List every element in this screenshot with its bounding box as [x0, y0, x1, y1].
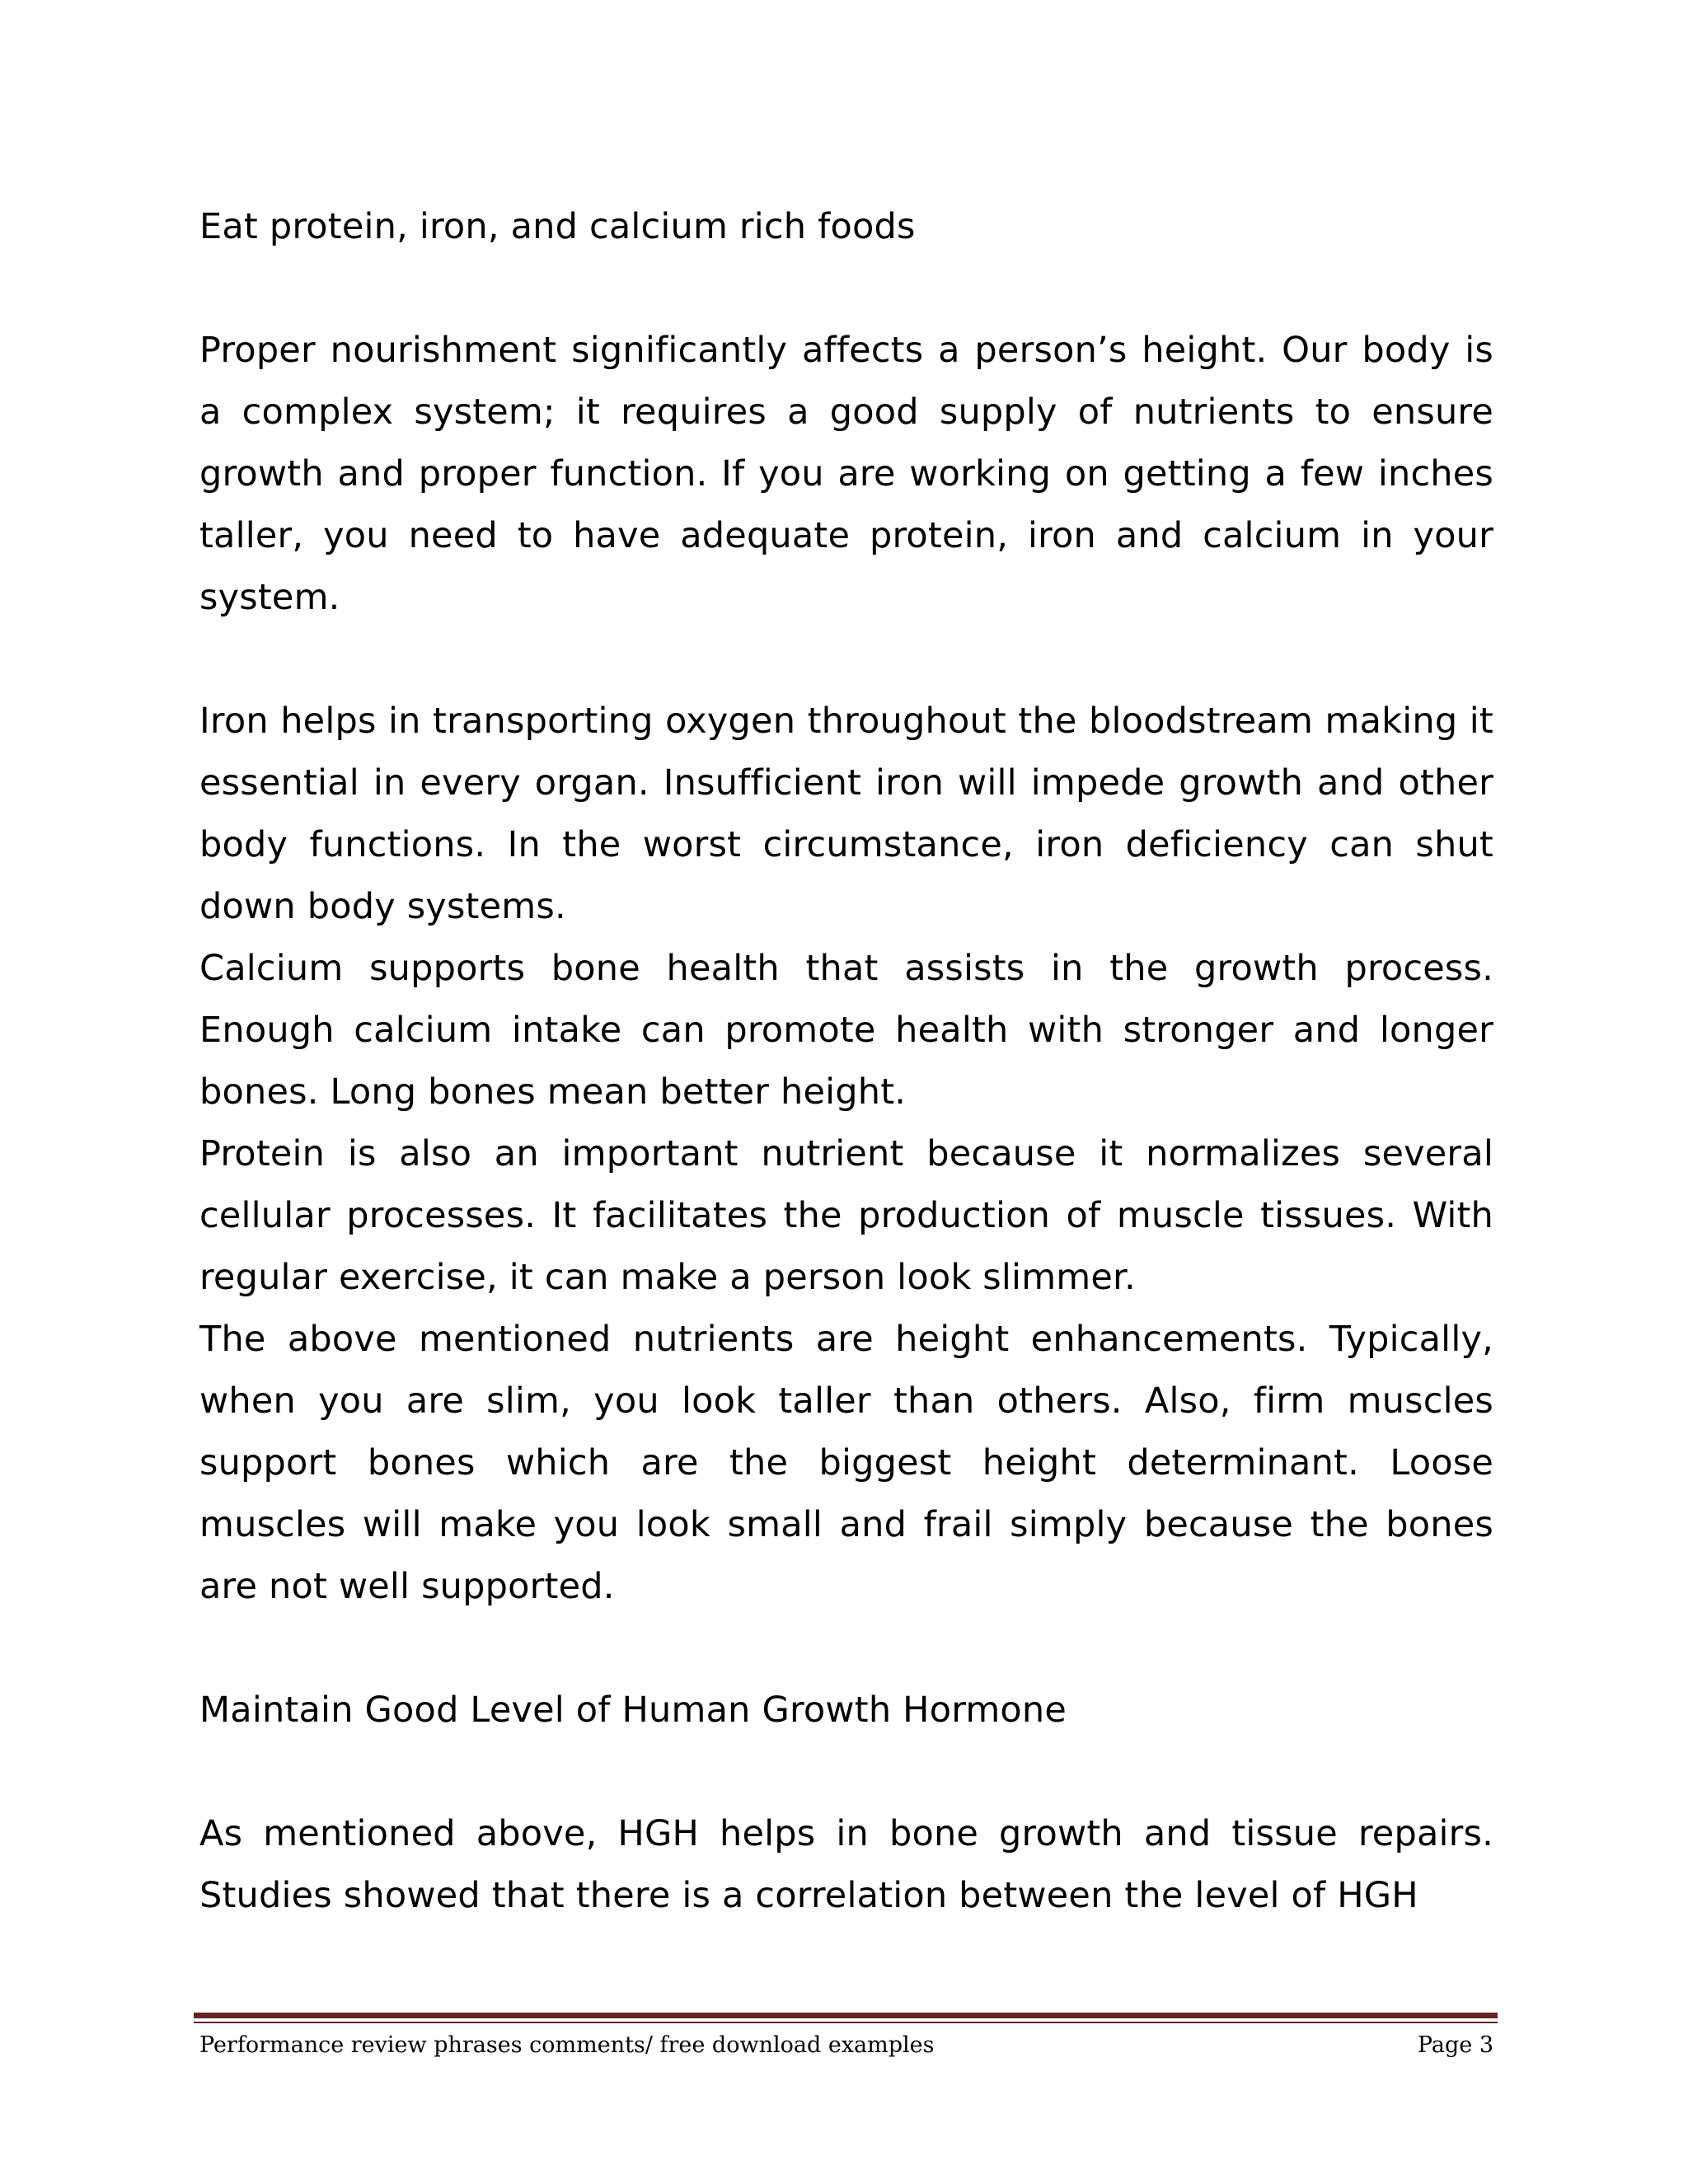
paragraph-spacer — [199, 629, 1493, 691]
paragraph-spacer — [199, 258, 1493, 320]
page-footer — [199, 2029, 1493, 2062]
paragraph-iron: Iron helps in transporting oxygen throughout the bloodstream making it essential in every organ. Insufficient iron will impede growth and other body functions. In the worst circumstance, iron deficiency can shut down body systems. — [199, 701, 1493, 927]
paragraph-spacer — [199, 1741, 1493, 1803]
page-number: Page 3 — [1417, 2032, 1493, 2058]
paragraph-nutrients-summary: The above mentioned nutrients are height enhancements. Typically, when you are slim, you look taller than others. Also, firm muscles support bones which are the biggest height determinant. Loose muscles will make you look small and frail simply because the bones are not well supported. — [199, 1319, 1493, 1607]
paragraph-protein: Protein is also an important nutrient because it normalizes several cellular processes. It facilitates the production of muscle tissues. With regular exercise, it can make a person look slimmer. — [199, 1133, 1493, 1298]
page-content — [199, 196, 1493, 1927]
footer-divider-thin — [194, 2022, 1498, 2023]
footer-divider-thick — [194, 2013, 1498, 2018]
paragraph-calcium: Calcium supports bone health that assists in the growth process. Enough calcium intake can promote health with stronger and longer bones. Long bones mean better height. — [199, 948, 1493, 1113]
paragraph-nourishment: Proper nourishment significantly affects a person’s height. Our body is a complex system; it requires a good supply of nutrients to ensure growth and proper function. If you are working on getting a few inches taller, you need to have adequate protein, iron and calcium in your system. — [199, 330, 1493, 618]
section-heading-hgh: Maintain Good Level of Human Growth Hormone — [199, 1690, 1067, 1731]
footer-text: Performance review phrases comments/ free download examples — [199, 2032, 935, 2058]
section-heading-nutrition: Eat protein, iron, and calcium rich foods — [199, 206, 916, 247]
paragraph-hgh: As mentioned above, HGH helps in bone growth and tissue repairs. Studies showed that there is a correlation between the level of HGH — [199, 1813, 1493, 1916]
paragraph-spacer — [199, 1618, 1493, 1680]
